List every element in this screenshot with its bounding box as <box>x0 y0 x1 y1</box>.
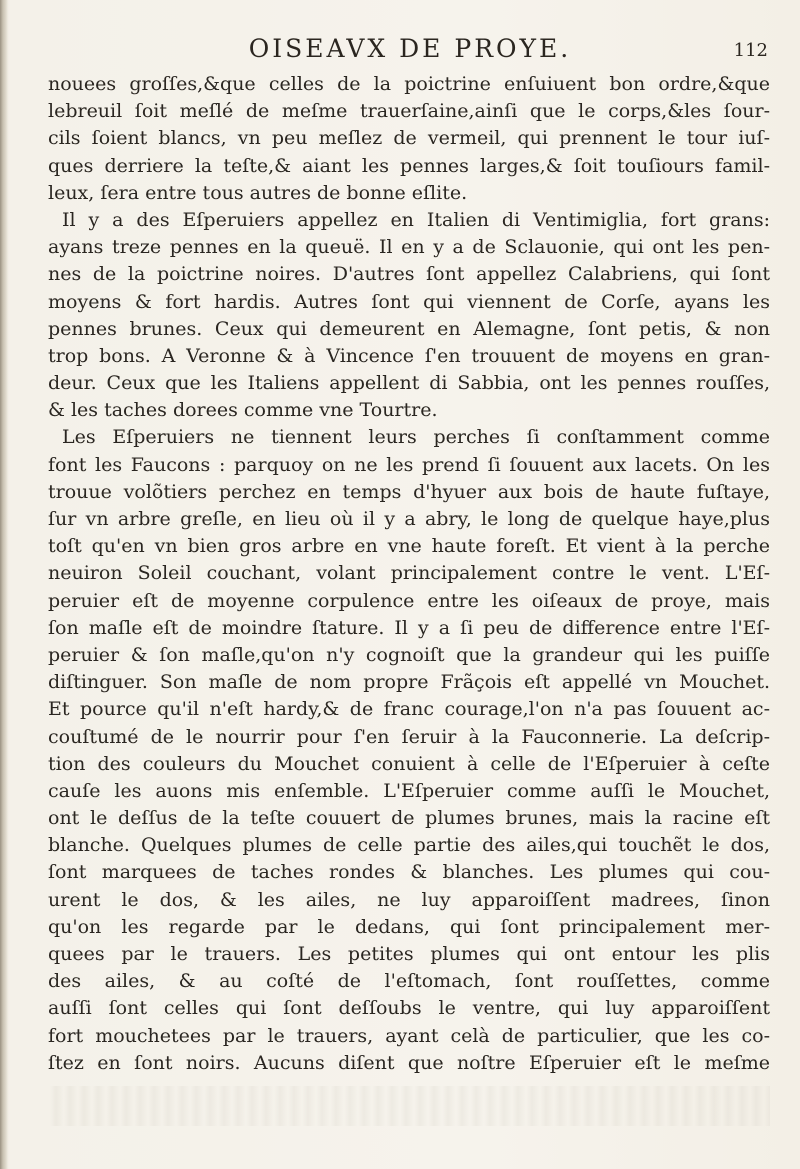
text-line: toſt qu'en vn bien gros arbre en vne haute foreſt. Et vient à la perche <box>48 535 770 558</box>
text-line: ont le deſſus de la teſte couuert de plumes brunes, mais la racine eſt <box>48 807 770 830</box>
text-line: nes de la poictrine noires. D'autres ſont appellez Calabriens, qui ſont <box>48 263 770 286</box>
text-line: auſſi ſont celles qui ſont deſſoubs le ventre, qui luy apparoiſſent <box>48 997 770 1020</box>
text-line: font les Faucons : parquoy on ne les prend ſi ſouuent aux lacets. On les <box>48 453 770 476</box>
text-line: Et pource qu'il n'eſt hardy,& de franc courage,l'on n'a pas ſouuent ac- <box>48 698 770 721</box>
text-line: fort mouchetees par le trauers, ayant celà de particulier, que les co- <box>48 1024 770 1047</box>
text-line: pennes brunes. Ceux qui demeurent en Alemagne, ſont petis, & non <box>48 317 770 340</box>
text-line: tion des couleurs du Mouchet conuient à celle de l'Eſperuier à ceſte <box>48 752 770 775</box>
text-line: qu'on les regarde par le dedans, qui ſont principalement mer- <box>48 915 770 938</box>
text-line: ques derriere la teſte,& aiant les pennes larges,& ſoit touſiours famil- <box>48 154 770 177</box>
text-line: lebreuil ſoit meſlé de meſme trauerſaine,ainſi que le corps,&les ſour- <box>48 100 770 123</box>
text-line: deur. Ceux que les Italiens appellent di Sabbia, ont les pennes rouſſes, <box>48 372 770 395</box>
text-line: neuiron Soleil couchant, volant principalement contre le vent. L'Eſ- <box>48 562 770 585</box>
text-line: peruier & ſon maſle,qu'on n'y cognoiſt que la grandeur qui les puiſſe <box>48 643 770 666</box>
running-head <box>50 34 770 66</box>
paragraph-first-line: Il y a des Eſperuiers appellez en Italien di Ventimiglia, fort grans: <box>62 208 770 231</box>
text-line: ayans treze pennes en la queuë. Il en y a de Sclauonie, qui ont les pen- <box>48 236 770 259</box>
text-line: ſon maſle eſt de moindre ſtature. Il y a ſi peu de difference entre l'Eſ- <box>48 616 770 639</box>
text-line: blanche. Quelques plumes de celle partie des ailes,qui touchẽt le dos, <box>48 834 770 857</box>
page-number: 112 <box>733 40 768 61</box>
text-line: ſur vn arbre greſle, en lieu où il y a abry, le long de quelque haye,plus <box>48 508 770 530</box>
paragraph-first-line: Les Eſperuiers ne tiennent leurs perches ſi conſtamment comme <box>62 426 770 449</box>
text-line: cils ſoient blancs, vn peu meſlez de vermeil, qui prennent le tour iuſ- <box>48 127 770 150</box>
text-line: quees par le trauers. Les petites plumes qui ont entour les plis <box>48 943 770 965</box>
text-line: ſont marquees de taches rondes & blanches. Les plumes qui cou- <box>48 861 770 884</box>
page-gutter-shadow <box>0 0 8 1169</box>
text-line: ſtez en ſont noirs. Aucuns diſent que noſtre Eſperuier eſt le meſme <box>48 1051 770 1074</box>
text-line: trouue volõtiers perchez en temps d'hyuer aux bois de haute fuſtaye, <box>48 480 770 503</box>
text-line: & les taches dorees comme vne Tourtre. <box>48 399 438 422</box>
text-line: cauſe les auons mis enſemble. L'Eſperuier comme auſſi le Mouchet, <box>48 779 770 802</box>
running-title: OISEAVX DE PROYE. <box>248 34 572 63</box>
body-text <box>48 71 770 1077</box>
text-line: leux, ſera entre tous autres de bonne eſlite. <box>48 181 468 204</box>
show-through-bleed <box>50 1086 770 1126</box>
text-line: des ailes, & au coſté de l'eſtomach, ſont rouſſettes, comme <box>48 970 770 993</box>
text-line: moyens & fort hardis. Autres ſont qui viennent de Corſe, ayans les <box>48 290 770 313</box>
text-line: diſtinguer. Son maſle de nom propre Frãçois eſt appellé vn Mouchet. <box>48 671 770 694</box>
text-line: urent le dos, & les ailes, ne luy apparoiſſent madrees, ſinon <box>48 888 770 911</box>
text-line: trop bons. A Veronne & à Vincence ſ'en trouuent de moyens en gran- <box>48 344 770 367</box>
text-line: peruier eſt de moyenne corpulence entre les oiſeaux de proye, mais <box>48 589 770 612</box>
text-line: nouees groſſes,&que celles de la poictrine enſuiuent bon ordre,&que <box>48 73 770 95</box>
text-line: couſtumé de le nourrir pour ſ'en ſeruir à la Fauconnerie. La deſcrip- <box>48 725 770 748</box>
